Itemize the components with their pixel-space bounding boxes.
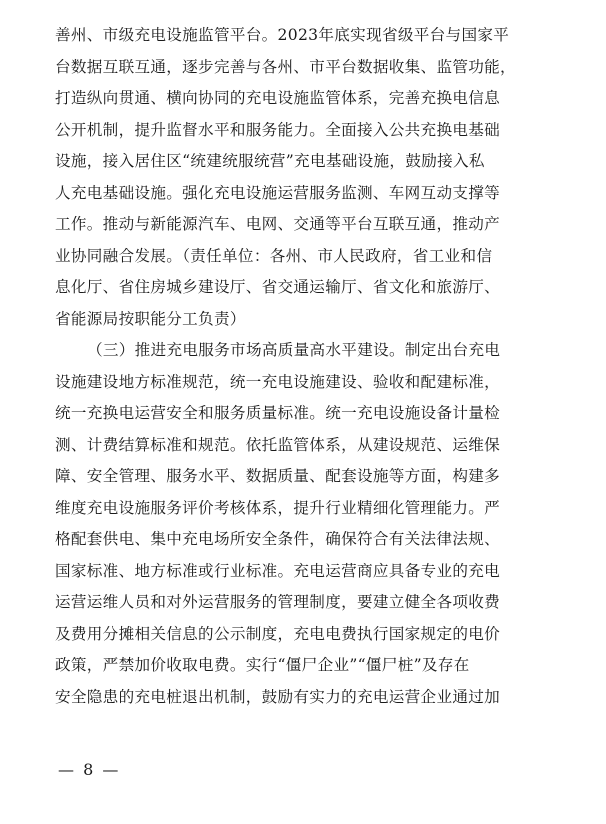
text-line: 运营运维人员和对外运营服务的管理制度，要建立健全各项收费 [55, 593, 501, 611]
text-line: 公开机制，提升监督水平和服务能力。全面接入公共充换电基础 [55, 120, 501, 139]
text-line: 国家标准、地方标准或行业标准。充电运营商应具备专业的充电 [55, 561, 501, 580]
text-line: 善州、市级充电设施监管平台。2023年底实现省级平台与国家平 [55, 26, 510, 44]
text-line: 业协同融合发展。（责任单位：各州、市人民政府，省工业和信 [55, 246, 493, 265]
text-line: 障、安全管理、服务水平、数据质量、配套设施等方面，构建多 [55, 467, 501, 485]
text-line: 省能源局按职能分工负责） [55, 309, 246, 328]
text-line: 政策，严禁加价收取电费。实行“僵尸企业”“僵尸桩”及存在 [55, 656, 470, 674]
text-line: 及费用分摊相关信息的公示制度，充电电费执行国家规定的电价 [55, 624, 501, 643]
text-line: 维度充电设施服务评价考核体系，提升行业精细化管理能力。严 [55, 498, 501, 517]
text-line: 工作。推动与新能源汽车、电网、交通等平台互联互通，推动产 [55, 215, 501, 233]
body-text [55, 20, 551, 713]
text-line: 人充电基础设施。强化充电设施运营服务监测、车网互动支撑等 [55, 183, 501, 202]
text-line: 打造纵向贯通、横向协同的充电设施监管体系，完善充换电信息 [55, 89, 501, 107]
text-line: 设施建设地方标准规范，统一充电设施建设、验收和配建标准， [55, 372, 501, 391]
text-line: 安全隐患的充电桩退出机制，鼓励有实力的充电运营企业通过加 [55, 687, 501, 706]
section-heading-line: （三）推进充电服务市场高质量高水平建设。制定出台充电 [87, 341, 501, 359]
text-line: 息化厅、省住房城乡建设厅、省交通运输厅、省文化和旅游厅、 [55, 278, 501, 296]
text-line: 格配套供电、集中充电场所安全条件，确保符合有关法律法规、 [55, 530, 501, 548]
text-line: 测、计费结算标准和规范。依托监管体系，从建设规范、运维保 [55, 435, 501, 454]
text-line: 统一充换电运营安全和服务质量标准。统一充电设施设备计量检 [55, 404, 501, 422]
text-line: 设施，接入居住区“统建统服统营”充电基础设施，鼓励接入私 [55, 152, 485, 170]
text-line: 台数据互联互通，逐步完善与各州、市平台数据收集、监管功能， [55, 57, 516, 76]
page-number: — 8 — [58, 760, 121, 779]
